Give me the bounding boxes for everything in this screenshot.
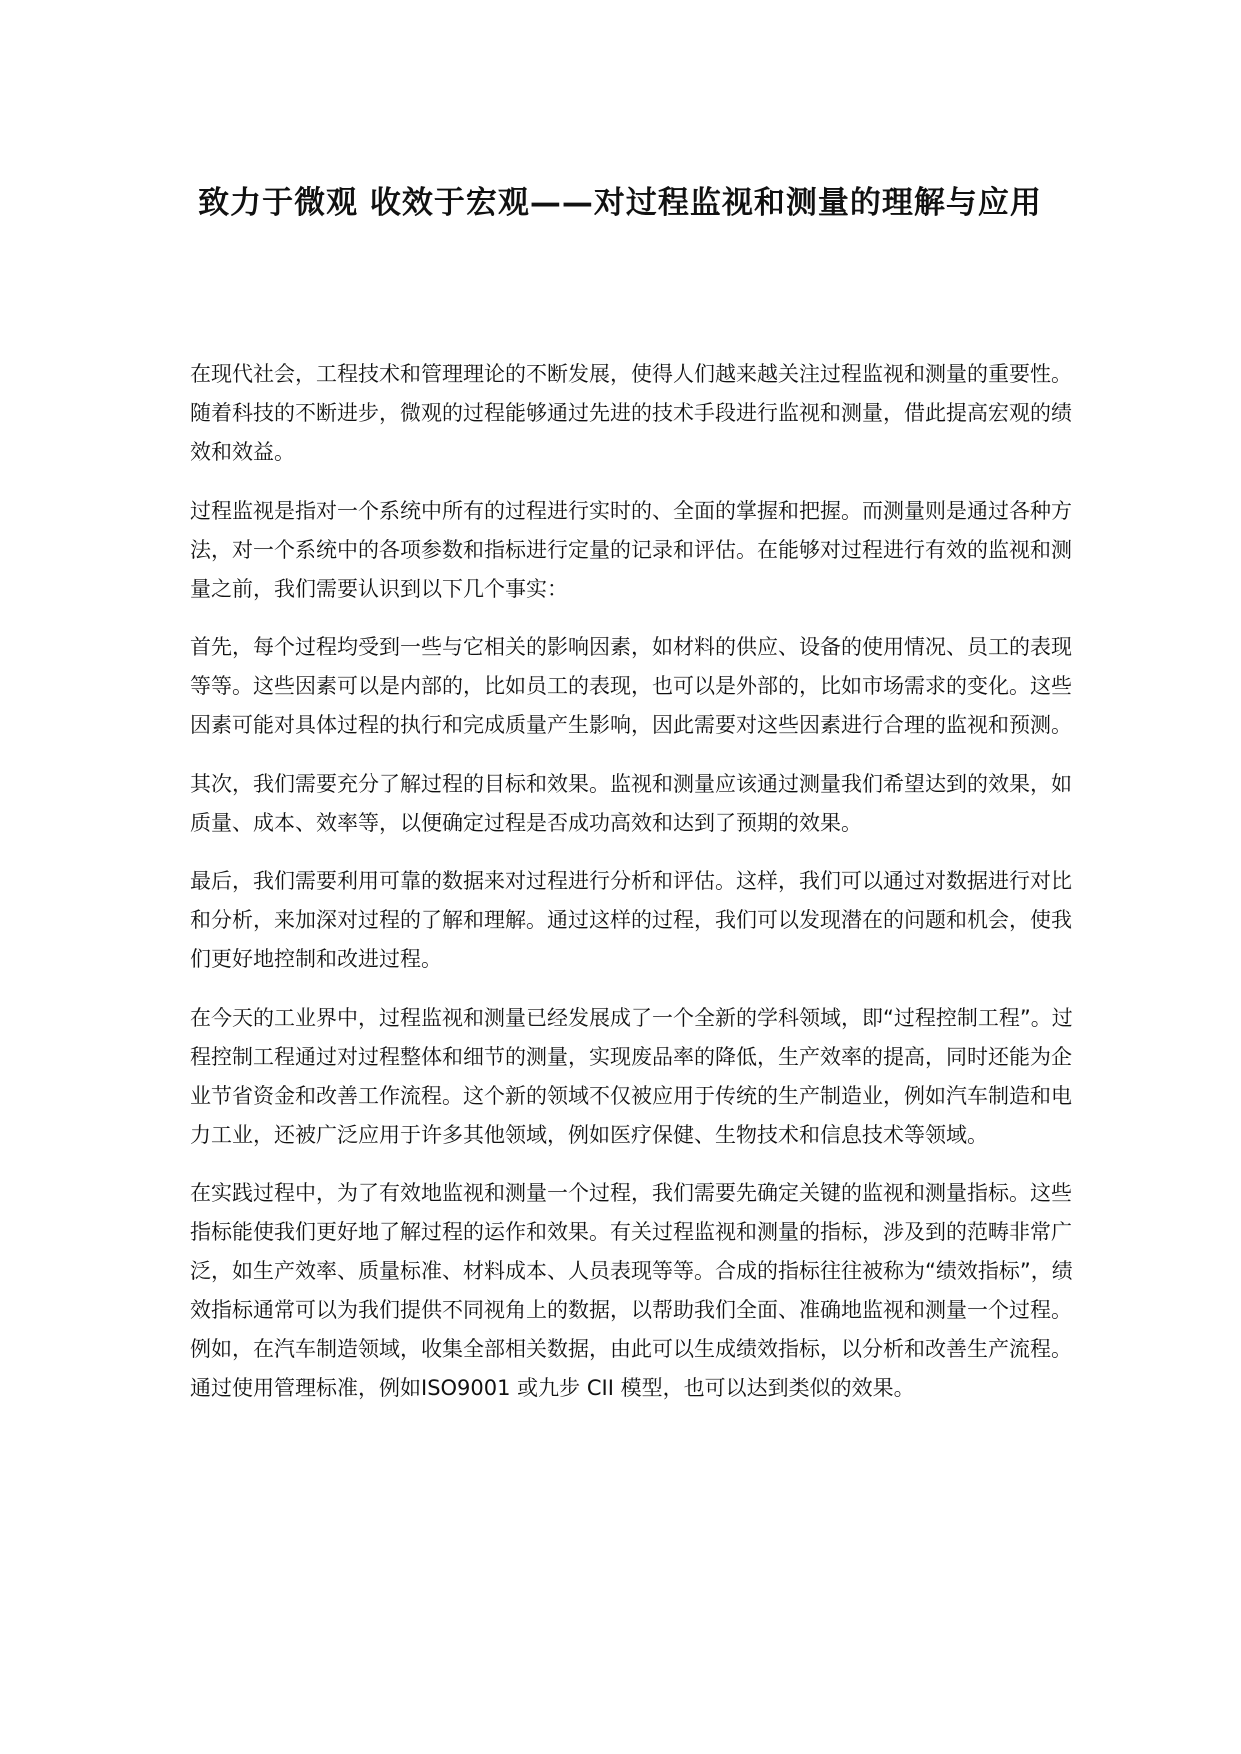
paragraph-intro: 在现代社会，工程技术和管理理论的不断发展，使得人们越来越关注过程监视和测量的重要性。随着科技的不断进步，微观的过程能够通过先进的技术手段进行监视和测量，借此提高宏观的绩效和效益。 [190, 362, 1072, 464]
paragraph-performance-indicators: 在实践过程中，为了有效地监视和测量一个过程，我们需要先确定关键的监视和测量指标。这些指标能使我们更好地了解过程的运作和效果。有关过程监视和测量的指标，涉及到的范畴非常广泛，如生产效率、质量标准、材料成本、人员表现等等。合成的指标往往被称为“绩效指标”，绩效指标通常可以为我们提供不同视角上的数据，以帮助我们全面、准确地监视和测量一个过程。例如，在汽车制造领域，收集全部相关数据，由此可以生成绩效指标，以分析和改善生产流程。通过使用管理标准，例如ISO9001 或九步 CII 模型，也可以达到类似的效果。 [190, 1181, 1073, 1400]
paragraph-last-fact: 最后，我们需要利用可靠的数据来对过程进行分析和评估。这样，我们可以通过对数据进行对比和分析，来加深对过程的了解和理解。通过这样的过程，我们可以发现潜在的问题和机会，使我们更好地控制和改进过程。 [190, 869, 1072, 971]
paragraph-first-fact: 首先，每个过程均受到一些与它相关的影响因素，如材料的供应、设备的使用情况、员工的表现等等。这些因素可以是内部的，比如员工的表现，也可以是外部的，比如市场需求的变化。这些因素可能对具体过程的执行和完成质量产生影响，因此需要对这些因素进行合理的监视和预测。 [190, 635, 1072, 737]
paragraph-second-fact: 其次，我们需要充分了解过程的目标和效果。监视和测量应该通过测量我们希望达到的效果，如质量、成本、效率等，以便确定过程是否成功高效和达到了预期的效果。 [190, 771, 1072, 835]
paragraph-process-control-engineering: 在今天的工业界中，过程监视和测量已经发展成了一个全新的学科领域，即“过程控制工程”。过程控制工程通过对过程整体和细节的测量，实现废品率的降低，生产效率的提高，同时还能为企业节省资金和改善工作流程。这个新的领域不仅被应用于传统的生产制造业，例如汽车制造和电力工业，还被广泛应用于许多其他领域，例如医疗保健、生物技术和信息技术等领域。 [190, 1005, 1073, 1147]
paragraph-definition: 过程监视是指对一个系统中所有的过程进行实时的、全面的掌握和把握。而测量则是通过各种方法，对一个系统中的各项参数和指标进行定量的记录和评估。在能够对过程进行有效的监视和测量之前，我们需要认识到以下几个事实： [190, 498, 1072, 601]
document-body [190, 355, 1090, 1428]
document-title: 致力于微观 收效于宏观——对过程监视和测量的理解与应用 [198, 185, 1042, 221]
